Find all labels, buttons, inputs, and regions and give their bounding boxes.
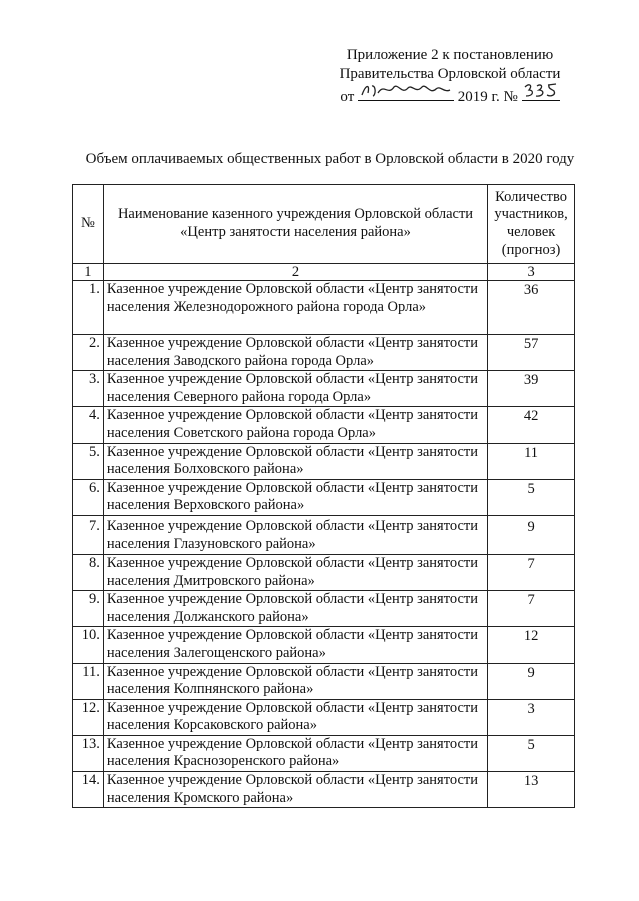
handwritten-date-scribble bbox=[358, 81, 454, 99]
header-num: № bbox=[73, 185, 104, 264]
table-row bbox=[73, 627, 575, 663]
participant-count-cell bbox=[488, 699, 575, 735]
institution-name-cell: Казенное учреждение Орловской области «Центр занятости населения Должанского района» bbox=[103, 591, 487, 627]
year-number-label: 2019 г. № bbox=[457, 89, 518, 105]
institution-name-cell: Казенное учреждение Орловской области «Центр занятости населения Советского района города Орла» bbox=[103, 407, 487, 443]
index-cell: 2 bbox=[103, 264, 487, 281]
header-date-line bbox=[300, 84, 600, 107]
institution-name-cell: Казенное учреждение Орловской области «Центр занятости населения Краснозоренского района» bbox=[103, 735, 487, 771]
participant-count-cell bbox=[488, 554, 575, 590]
table-row bbox=[73, 515, 575, 554]
row-number-cell: 11. bbox=[73, 663, 104, 699]
table-row bbox=[73, 335, 575, 371]
row-number-cell: 13. bbox=[73, 735, 104, 771]
institution-name-cell: Казенное учреждение Орловской области «Центр занятости населения Северного района города Орла» bbox=[103, 371, 487, 407]
participant-count-cell bbox=[488, 479, 575, 515]
header-institution-name: Наименование казенного учреждения Орловской области «Центр занятости населения района» bbox=[103, 185, 487, 264]
index-cell: 1 bbox=[73, 264, 104, 281]
handwritten-date bbox=[358, 84, 454, 101]
row-number-cell: 2. bbox=[73, 335, 104, 371]
row-number-cell: 12. bbox=[73, 699, 104, 735]
institution-name-cell: Казенное учреждение Орловской области «Центр занятости населения Кромского района» bbox=[103, 772, 487, 808]
participant-count-value: 3 bbox=[527, 700, 535, 717]
row-number-cell: 1. bbox=[73, 281, 104, 335]
participant-count-value: 5 bbox=[527, 480, 535, 497]
public-works-table bbox=[72, 184, 575, 808]
table-header-row bbox=[73, 185, 575, 264]
institution-name-cell: Казенное учреждение Орловской области «Центр занятости населения Болховского района» bbox=[103, 443, 487, 479]
table-row bbox=[73, 371, 575, 407]
institution-name-cell: Казенное учреждение Орловской области «Центр занятости населения Корсаковского района» bbox=[103, 699, 487, 735]
row-number-cell: 5. bbox=[73, 443, 104, 479]
document-title: Объем оплачиваемых общественных работ в Орловской области в 2020 году bbox=[85, 151, 575, 167]
participant-count-value: 12 bbox=[523, 628, 539, 645]
table-row bbox=[73, 663, 575, 699]
table-row bbox=[73, 591, 575, 627]
participant-count-cell bbox=[488, 735, 575, 771]
institution-name-cell: Казенное учреждение Орловской области «Центр занятости населения Дмитровского района» bbox=[103, 554, 487, 590]
participant-count-cell bbox=[488, 281, 575, 335]
participant-count-value: 9 bbox=[527, 664, 535, 681]
column-index-row bbox=[73, 264, 575, 281]
participant-count-value: 9 bbox=[527, 518, 535, 535]
participant-count-cell bbox=[488, 443, 575, 479]
participant-count-cell bbox=[488, 335, 575, 371]
table-row bbox=[73, 407, 575, 443]
participant-count-cell bbox=[488, 515, 575, 554]
table-row bbox=[73, 735, 575, 771]
table-row bbox=[73, 479, 575, 515]
header-line-1: Приложение 2 к постановлению bbox=[346, 47, 554, 63]
participant-count-value: 42 bbox=[523, 408, 539, 425]
header-line-2: Правительства Орловской области bbox=[339, 66, 561, 82]
handwritten-number bbox=[522, 84, 560, 101]
table-row bbox=[73, 554, 575, 590]
institution-name-cell: Казенное учреждение Орловской области «Центр занятости населения Верховского района» bbox=[103, 479, 487, 515]
index-cell: 3 bbox=[488, 264, 575, 281]
row-number-cell: 8. bbox=[73, 554, 104, 590]
participant-count-cell bbox=[488, 663, 575, 699]
handwritten-number-scribble bbox=[522, 81, 560, 99]
table-row bbox=[73, 281, 575, 335]
row-number-cell: 9. bbox=[73, 591, 104, 627]
institution-name-cell: Казенное учреждение Орловской области «Центр занятости населения Глазуновского района» bbox=[103, 515, 487, 554]
participant-count-value: 5 bbox=[527, 736, 535, 753]
participant-count-value: 39 bbox=[523, 372, 539, 389]
from-label: от bbox=[340, 89, 355, 105]
row-number-cell: 4. bbox=[73, 407, 104, 443]
document-header bbox=[300, 46, 600, 107]
participant-count-value: 57 bbox=[523, 336, 539, 352]
institution-name-cell: Казенное учреждение Орловской области «Центр занятости населения Колпнянского района» bbox=[103, 663, 487, 699]
institution-name-cell: Казенное учреждение Орловской области «Центр занятости населения Железнодорожного района города Орла» bbox=[103, 281, 487, 335]
table-row bbox=[73, 443, 575, 479]
participant-count-cell bbox=[488, 772, 575, 808]
participant-count-value: 13 bbox=[523, 773, 539, 790]
row-number-cell: 6. bbox=[73, 479, 104, 515]
institution-name-cell: Казенное учреждение Орловской области «Центр занятости населения Заводского района города Орла» bbox=[103, 335, 487, 371]
table-row bbox=[73, 699, 575, 735]
table-row bbox=[73, 772, 575, 808]
participant-count-cell bbox=[488, 627, 575, 663]
row-number-cell: 14. bbox=[73, 772, 104, 808]
row-number-cell: 7. bbox=[73, 515, 104, 554]
row-number-cell: 3. bbox=[73, 371, 104, 407]
row-number-cell: 10. bbox=[73, 627, 104, 663]
participant-count-value: 7 bbox=[527, 555, 535, 572]
participant-count-value: 7 bbox=[527, 592, 535, 609]
participant-count-cell bbox=[488, 371, 575, 407]
header-participant-count: Количество участников, человек (прогноз) bbox=[488, 185, 575, 264]
institution-name-cell: Казенное учреждение Орловской области «Центр занятости населения Залегощенского района» bbox=[103, 627, 487, 663]
participant-count-value: 36 bbox=[523, 282, 539, 298]
participant-count-value: 11 bbox=[524, 444, 539, 461]
participant-count-cell bbox=[488, 407, 575, 443]
participant-count-cell bbox=[488, 591, 575, 627]
